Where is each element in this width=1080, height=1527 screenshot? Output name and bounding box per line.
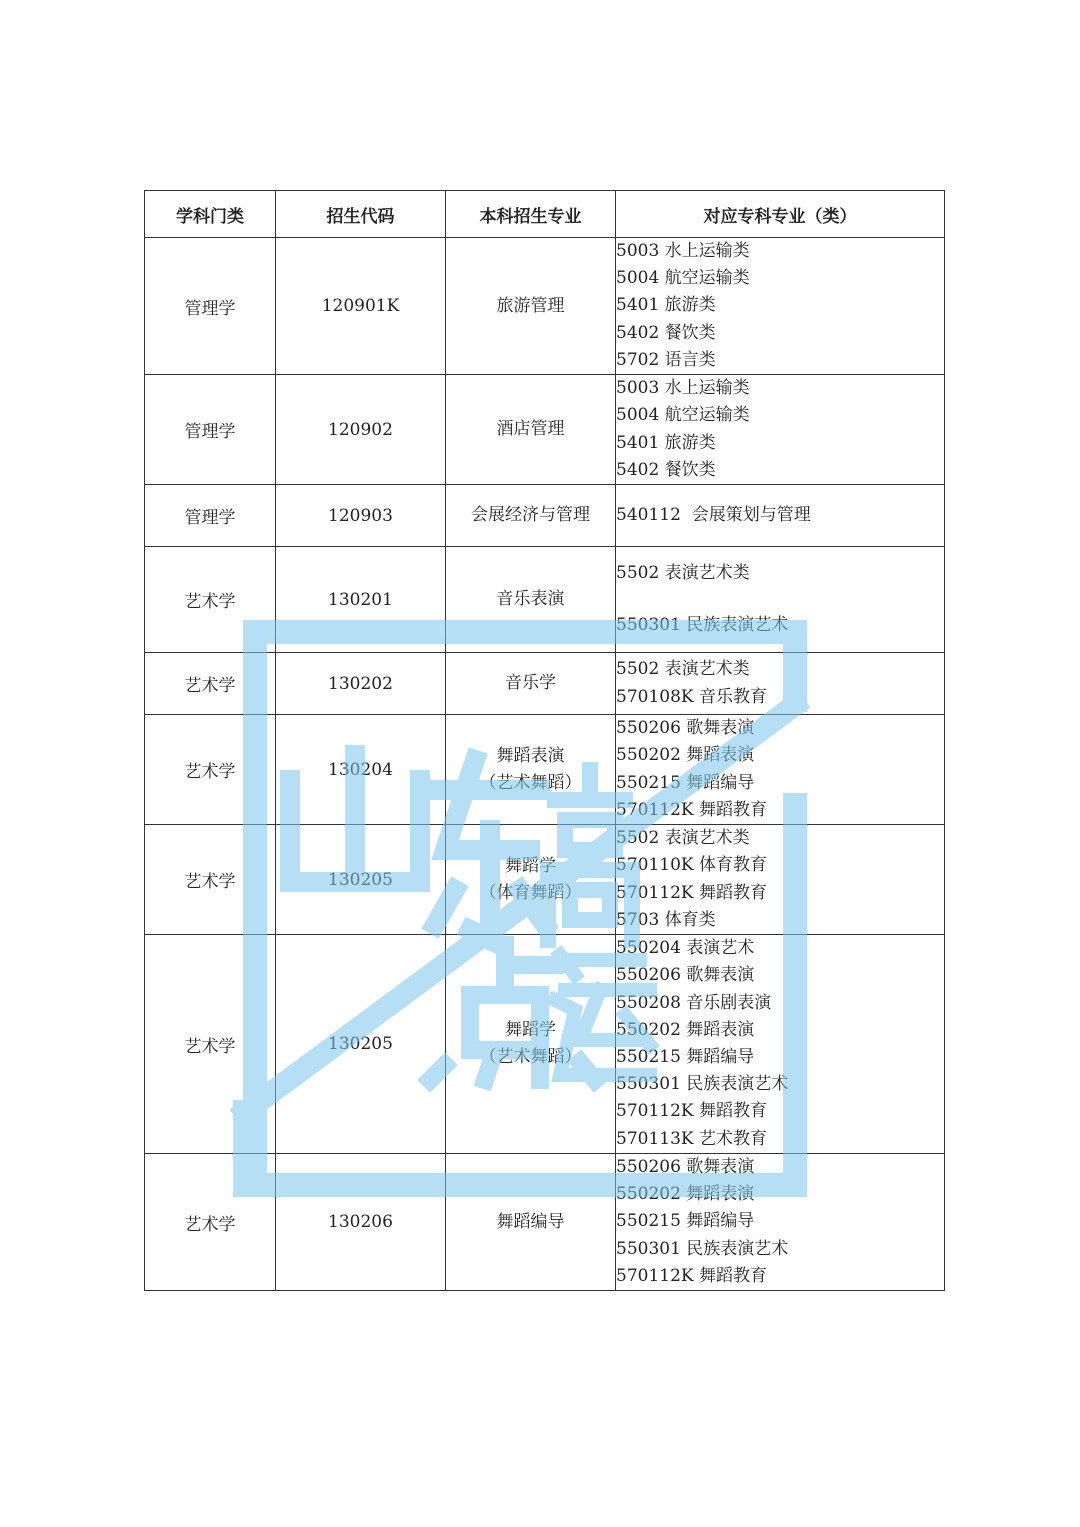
related-item: 550206 歌舞表演 — [616, 965, 755, 986]
category-cell: 艺术学 — [145, 547, 276, 653]
table-row — [145, 653, 945, 715]
major-name: 音乐学 — [505, 673, 556, 694]
related-item: 570112K 舞蹈教育 — [616, 1101, 767, 1122]
related-item: 5402 餐饮类 — [616, 459, 716, 480]
related-item: 570112K 舞蹈教育 — [616, 882, 767, 903]
related-item: 550206 歌舞表演 — [616, 718, 755, 739]
related-item: 550301 民族表演艺术 — [616, 1074, 789, 1095]
header-related: 对应专科专业（类） — [616, 191, 945, 238]
header-row — [145, 191, 945, 238]
related-item: 570108K 音乐教育 — [616, 686, 767, 707]
category-cell: 艺术学 — [145, 935, 276, 1154]
related-cell — [616, 935, 945, 1154]
table-row — [145, 935, 945, 1154]
related-item: 550202 舞蹈表演 — [616, 745, 755, 766]
majors-table — [144, 190, 945, 1291]
related-cell — [616, 1154, 945, 1291]
related-item: 5502 表演艺术类 — [616, 659, 750, 680]
major-direction: （体育舞蹈） — [479, 882, 582, 903]
related-item: 550301 民族表演艺术 — [616, 615, 789, 636]
table-row — [145, 1154, 945, 1291]
major-name: 酒店管理 — [496, 419, 565, 440]
category-cell: 管理学 — [145, 375, 276, 485]
table-row — [145, 547, 945, 653]
related-item: 540112 会展策划与管理 — [616, 504, 811, 525]
related-item: 5004 航空运输类 — [616, 405, 750, 426]
table-row — [145, 825, 945, 935]
related-cell — [616, 825, 945, 935]
major-cell — [446, 485, 616, 547]
code-cell: 120903 — [276, 485, 446, 547]
related-cell — [616, 653, 945, 715]
related-cell — [616, 238, 945, 375]
major-cell — [446, 825, 616, 935]
related-cell — [616, 715, 945, 825]
related-item: 5003 水上运输类 — [616, 241, 750, 261]
major-cell — [446, 547, 616, 653]
major-name: 舞蹈学 — [505, 1020, 556, 1041]
category-cell: 管理学 — [145, 485, 276, 547]
related-item: 5401 旅游类 — [616, 295, 716, 316]
related-item: 5703 体育类 — [616, 909, 716, 930]
category-cell: 艺术学 — [145, 653, 276, 715]
category-cell: 艺术学 — [145, 1154, 276, 1291]
table-row — [145, 375, 945, 485]
related-item: 550202 舞蹈表演 — [616, 1019, 755, 1040]
code-cell: 130201 — [276, 547, 446, 653]
related-item: 550301 民族表演艺术 — [616, 1238, 789, 1259]
major-direction: （艺术舞蹈） — [479, 772, 582, 793]
code-cell: 120902 — [276, 375, 446, 485]
major-name: 会展经济与管理 — [471, 505, 590, 526]
table-row — [145, 715, 945, 825]
code-cell: 130205 — [276, 935, 446, 1154]
related-item: 5004 航空运输类 — [616, 268, 750, 289]
major-name: 音乐表演 — [496, 589, 565, 610]
code-cell: 120901K — [276, 238, 446, 375]
major-name: 舞蹈学 — [505, 855, 556, 876]
related-item: 550215 舞蹈编导 — [616, 1211, 755, 1232]
major-cell — [446, 375, 616, 485]
related-item: 550215 舞蹈编导 — [616, 1047, 755, 1068]
related-item: 5003 水上运输类 — [616, 378, 750, 399]
related-item: 550202 舞蹈表演 — [616, 1184, 755, 1205]
major-cell — [446, 238, 616, 375]
code-cell: 130205 — [276, 825, 446, 935]
major-cell — [446, 653, 616, 715]
related-item: 570113K 艺术教育 — [616, 1128, 767, 1149]
related-cell — [616, 375, 945, 485]
major-name: 舞蹈表演 — [496, 745, 565, 766]
related-item: 5502 表演艺术类 — [616, 562, 750, 583]
related-item: 550208 音乐剧表演 — [616, 992, 772, 1013]
major-name: 舞蹈编导 — [496, 1211, 565, 1232]
code-cell: 130204 — [276, 715, 446, 825]
major-cell — [446, 935, 616, 1154]
related-cell — [616, 485, 945, 547]
table-row — [145, 238, 945, 375]
related-item: 570112K 舞蹈教育 — [616, 1265, 767, 1286]
major-cell — [446, 1154, 616, 1291]
header-category: 学科门类 — [145, 191, 276, 238]
related-item: 5402 餐饮类 — [616, 322, 716, 343]
related-item: 550204 表演艺术 — [616, 938, 755, 959]
related-item: 5702 语言类 — [616, 349, 716, 370]
major-direction: （艺术舞蹈） — [479, 1047, 582, 1068]
related-item: 570110K 体育教育 — [616, 855, 767, 876]
category-cell: 艺术学 — [145, 825, 276, 935]
related-item: 5502 表演艺术类 — [616, 828, 750, 849]
code-cell: 130206 — [276, 1154, 446, 1291]
major-cell — [446, 715, 616, 825]
related-item: 5401 旅游类 — [616, 432, 716, 453]
header-major: 本科招生专业 — [446, 191, 616, 238]
related-cell — [616, 547, 945, 653]
category-cell: 艺术学 — [145, 715, 276, 825]
related-item: 550215 舞蹈编导 — [616, 772, 755, 793]
category-cell: 管理学 — [145, 238, 276, 375]
related-item: 550206 歌舞表演 — [616, 1157, 755, 1178]
major-name: 旅游管理 — [496, 295, 565, 316]
code-cell: 130202 — [276, 653, 446, 715]
header-code: 招生代码 — [276, 191, 446, 238]
table-row — [145, 485, 945, 547]
blank-line — [616, 587, 944, 612]
related-item: 570112K 舞蹈教育 — [616, 799, 767, 820]
